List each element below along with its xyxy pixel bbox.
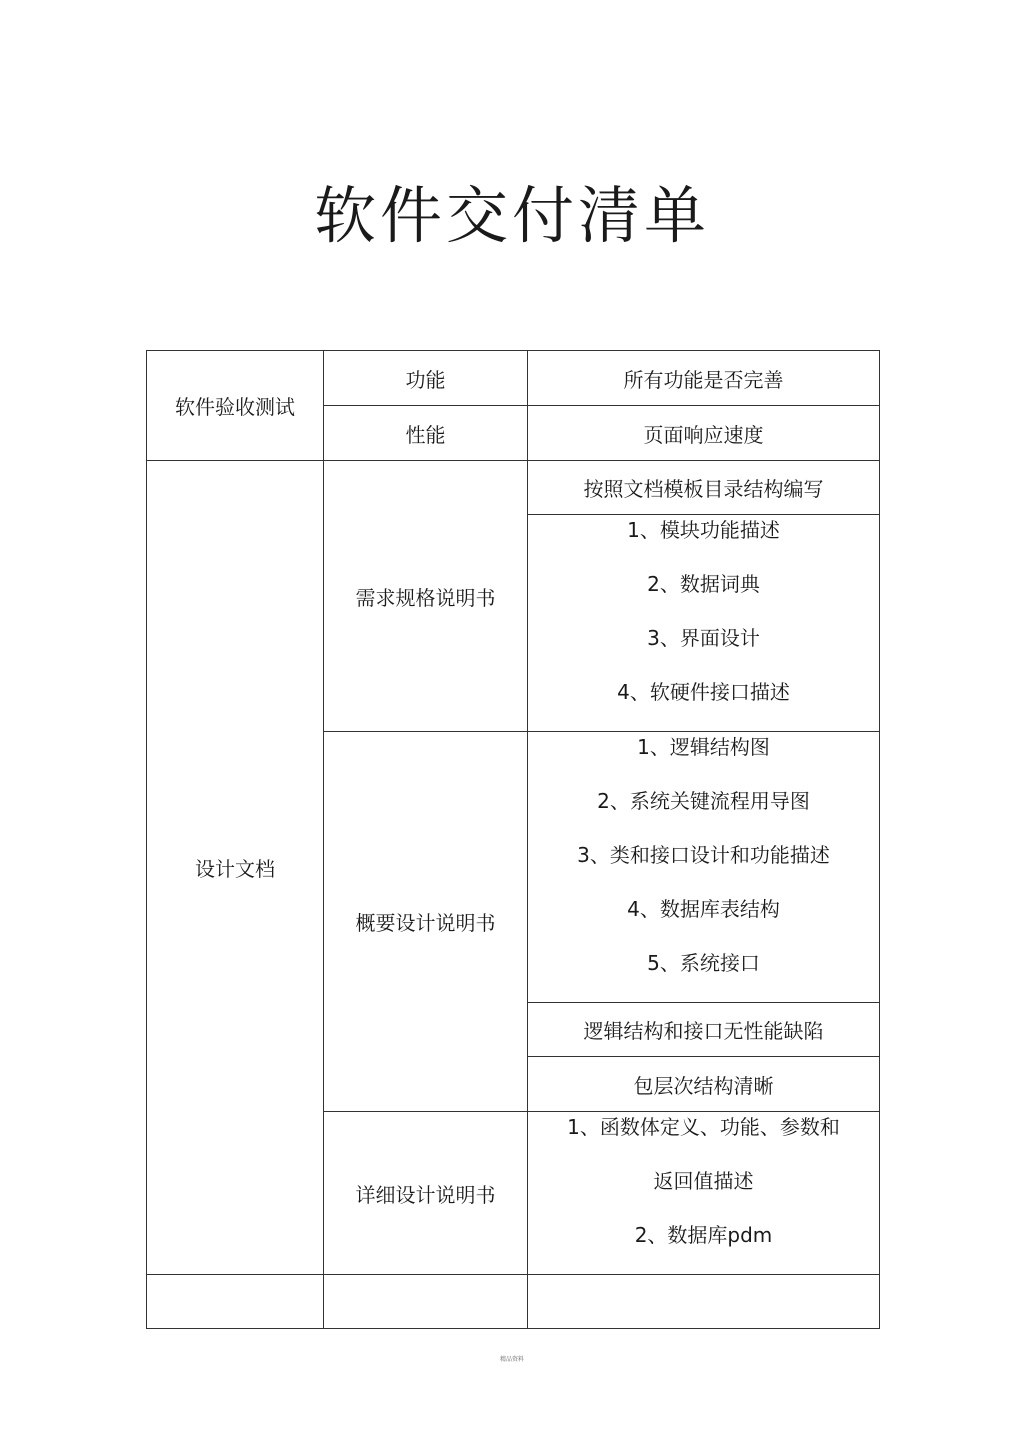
detailed-items bbox=[528, 1112, 880, 1275]
outline-note-packages: 包层次结构清晰 bbox=[528, 1057, 880, 1112]
table-row bbox=[147, 351, 880, 406]
empty-cell bbox=[528, 1275, 880, 1329]
list-item: 4、软硬件接口描述 bbox=[617, 680, 790, 704]
item-function: 功能 bbox=[324, 351, 528, 406]
requirements-items bbox=[528, 515, 880, 732]
category-acceptance-test: 软件验收测试 bbox=[147, 351, 324, 461]
criteria-performance: 页面响应速度 bbox=[528, 406, 880, 461]
footer-note: 精品资料 bbox=[499, 1356, 524, 1363]
list-item: 2、数据词典 bbox=[647, 572, 760, 596]
requirements-note: 按照文档模板目录结构编写 bbox=[528, 461, 880, 515]
category-design-docs: 设计文档 bbox=[147, 461, 324, 1275]
list-item: 2、系统关键流程用导图 bbox=[597, 789, 810, 813]
list-item: 3、界面设计 bbox=[647, 626, 760, 650]
list-item: 1、逻辑结构图 bbox=[637, 735, 770, 759]
doc-outline-design: 概要设计说明书 bbox=[324, 732, 528, 1112]
list-item: 返回值描述 bbox=[653, 1169, 754, 1193]
list-item: 3、类和接口设计和功能描述 bbox=[577, 843, 830, 867]
list-item: 5、系统接口 bbox=[647, 951, 760, 975]
document-title: 软件交付清单 bbox=[313, 179, 710, 252]
outline-items bbox=[528, 732, 880, 1003]
table-row-empty bbox=[147, 1275, 880, 1329]
empty-cell bbox=[324, 1275, 528, 1329]
outline-note-logic: 逻辑结构和接口无性能缺陷 bbox=[528, 1003, 880, 1057]
empty-cell bbox=[147, 1275, 324, 1329]
list-item: 4、数据库表结构 bbox=[627, 897, 780, 921]
item-performance: 性能 bbox=[324, 406, 528, 461]
criteria-function: 所有功能是否完善 bbox=[528, 351, 880, 406]
list-item: 1、函数体定义、功能、参数和 bbox=[567, 1115, 840, 1139]
list-item: 2、数据库pdm bbox=[634, 1223, 773, 1247]
doc-requirements-spec: 需求规格说明书 bbox=[324, 461, 528, 732]
doc-detailed-design: 详细设计说明书 bbox=[324, 1112, 528, 1275]
list-item: 1、模块功能描述 bbox=[627, 518, 780, 542]
delivery-checklist-table bbox=[146, 350, 880, 1329]
table-row bbox=[147, 461, 880, 515]
